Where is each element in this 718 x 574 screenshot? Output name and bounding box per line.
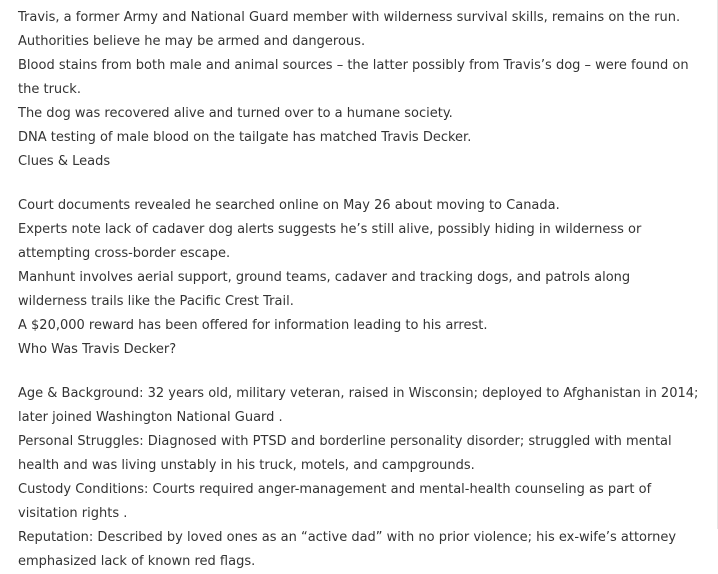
article-body: [18, 6, 702, 574]
section-spacer: [18, 174, 702, 194]
clue-paragraph-3: Manhunt involves aerial support, ground teams, cadaver and tracking dogs, and patrols along wilderness trails like the Pacific Crest Trail.: [18, 270, 631, 309]
who-heading: Who Was Travis Decker?: [18, 342, 177, 357]
who-paragraph-2: Personal Struggles: Diagnosed with PTSD and borderline personality disorder; struggled with mental health and was living unstably in his truck, motels, and campgrounds.: [18, 434, 672, 473]
clue-paragraph-2: Experts note lack of cadaver dog alerts suggests he’s still alive, possibly hiding in wilderness or attempting cross-border escape.: [18, 222, 642, 261]
intro-paragraph-3: The dog was recovered alive and turned over to a humane society.: [18, 106, 453, 121]
section-spacer: [18, 362, 702, 382]
who-paragraph-4: Reputation: Described by loved ones as an “active dad” with no prior violence; his ex-wife’s attorney emphasized lack of known red flags.: [18, 530, 677, 569]
clue-paragraph-4: A $20,000 reward has been offered for information leading to his arrest.: [18, 318, 488, 333]
clues-heading: Clues & Leads: [18, 154, 111, 169]
who-paragraph-3: Custody Conditions: Courts required anger-management and mental-health counseling as part of visitation rights .: [18, 482, 652, 521]
who-paragraph-1: Age & Background: 32 years old, military veteran, raised in Wisconsin; deployed to Afghanistan in 2014; later joined Washington National Guard .: [18, 386, 699, 425]
intro-paragraph-1: Travis, a former Army and National Guard member with wilderness survival skills, remains on the run. Authorities believe he may be armed and dangerous.: [18, 10, 681, 49]
clue-paragraph-1: Court documents revealed he searched online on May 26 about moving to Canada.: [18, 198, 560, 213]
intro-paragraph-2: Blood stains from both male and animal sources – the latter possibly from Travis’s dog – were found on the truck.: [18, 58, 689, 97]
intro-paragraph-4: DNA testing of male blood on the tailgate has matched Travis Decker.: [18, 130, 472, 145]
